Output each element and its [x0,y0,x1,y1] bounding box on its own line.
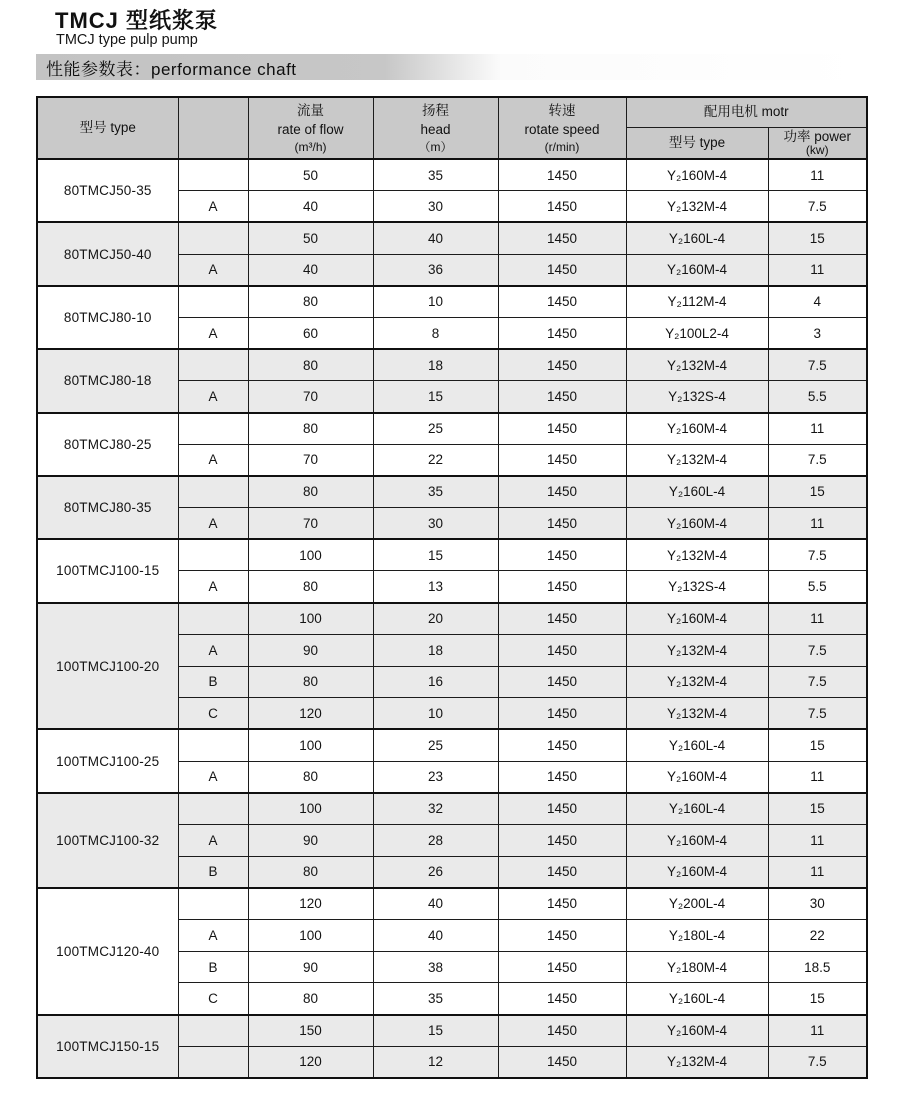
table-row [37,222,867,254]
speed-cell: 1450 [498,571,626,603]
flow-cell: 70 [248,444,373,476]
motor-cell: Y₂132M-4 [626,191,768,223]
variant-cell [178,349,248,381]
pump-type-cell: 80TMCJ50-40 [37,222,178,285]
speed-cell: 1450 [498,413,626,445]
variant-cell: B [178,951,248,983]
power-cell: 4 [768,286,867,318]
speed-cell: 1450 [498,634,626,666]
power-cell: 11 [768,856,867,888]
flow-cell: 60 [248,317,373,349]
flow-cell: 80 [248,349,373,381]
power-cell: 7.5 [768,1046,867,1078]
motor-cell: Y₂132M-4 [626,349,768,381]
variant-cell: B [178,856,248,888]
table-row [37,476,867,508]
section-header-bar [36,54,866,80]
motor-cell: Y₂112M-4 [626,286,768,318]
table-row [37,793,867,825]
power-cell: 7.5 [768,698,867,730]
head-cell: 18 [373,349,498,381]
flow-cell: 40 [248,191,373,223]
flow-cell: 90 [248,824,373,856]
power-cell: 7.5 [768,634,867,666]
variant-cell: A [178,254,248,286]
header-variant [178,97,248,159]
flow-cell: 150 [248,1015,373,1047]
table-body [37,159,867,1078]
speed-cell: 1450 [498,888,626,920]
head-cell: 15 [373,1015,498,1047]
head-cell: 23 [373,761,498,793]
head-cell: 28 [373,824,498,856]
pump-type-cell: 100TMCJ100-32 [37,793,178,888]
table-row [37,539,867,571]
head-cell: 10 [373,286,498,318]
table-row [37,729,867,761]
head-cell: 26 [373,856,498,888]
power-cell: 11 [768,159,867,191]
flow-cell: 120 [248,698,373,730]
motor-cell: Y₂180M-4 [626,951,768,983]
motor-cell: Y₂100L2-4 [626,317,768,349]
motor-cell: Y₂132M-4 [626,666,768,698]
head-cell: 10 [373,698,498,730]
header-speed: 转速 rotate speed (r/min) [498,97,626,159]
variant-cell [178,793,248,825]
power-cell: 15 [768,983,867,1015]
power-cell: 5.5 [768,381,867,413]
motor-cell: Y₂160L-4 [626,983,768,1015]
speed-cell: 1450 [498,856,626,888]
motor-cell: Y₂160M-4 [626,159,768,191]
flow-cell: 70 [248,381,373,413]
head-cell: 20 [373,603,498,635]
flow-cell: 80 [248,761,373,793]
pump-type-cell: 100TMCJ150-15 [37,1015,178,1078]
flow-cell: 90 [248,634,373,666]
flow-cell: 100 [248,920,373,952]
header-row-1 [37,97,867,127]
power-cell: 11 [768,1015,867,1047]
motor-cell: Y₂132M-4 [626,698,768,730]
head-cell: 40 [373,888,498,920]
flow-cell: 120 [248,888,373,920]
motor-cell: Y₂160M-4 [626,761,768,793]
speed-cell: 1450 [498,1046,626,1078]
power-cell: 15 [768,729,867,761]
motor-cell: Y₂160L-4 [626,222,768,254]
speed-cell: 1450 [498,603,626,635]
variant-cell: A [178,634,248,666]
pump-type-cell: 80TMCJ80-35 [37,476,178,539]
head-cell: 25 [373,413,498,445]
power-cell: 11 [768,761,867,793]
motor-cell: Y₂132M-4 [626,539,768,571]
power-cell: 11 [768,508,867,540]
motor-cell: Y₂160M-4 [626,1015,768,1047]
performance-table [36,96,868,1079]
variant-cell [178,539,248,571]
motor-cell: Y₂160M-4 [626,856,768,888]
variant-cell: A [178,571,248,603]
table-row [37,888,867,920]
flow-cell: 100 [248,729,373,761]
motor-cell: Y₂160L-4 [626,476,768,508]
head-cell: 18 [373,634,498,666]
speed-cell: 1450 [498,920,626,952]
flow-cell: 90 [248,951,373,983]
flow-cell: 120 [248,1046,373,1078]
speed-cell: 1450 [498,1015,626,1047]
head-cell: 22 [373,444,498,476]
head-cell: 35 [373,159,498,191]
flow-cell: 80 [248,413,373,445]
flow-cell: 80 [248,571,373,603]
motor-cell: Y₂160L-4 [626,729,768,761]
variant-cell [178,603,248,635]
head-cell: 15 [373,381,498,413]
variant-cell: A [178,381,248,413]
head-cell: 38 [373,951,498,983]
table-row [37,349,867,381]
motor-cell: Y₂160M-4 [626,413,768,445]
variant-cell [178,1015,248,1047]
head-cell: 40 [373,920,498,952]
flow-cell: 100 [248,793,373,825]
power-cell: 11 [768,413,867,445]
speed-cell: 1450 [498,476,626,508]
motor-cell: Y₂132M-4 [626,444,768,476]
power-cell: 15 [768,793,867,825]
flow-cell: 80 [248,983,373,1015]
speed-cell: 1450 [498,729,626,761]
head-cell: 32 [373,793,498,825]
power-cell: 7.5 [768,444,867,476]
head-cell: 25 [373,729,498,761]
variant-cell [178,413,248,445]
head-cell: 30 [373,191,498,223]
page-title: TMCJ 型纸浆泵 [55,8,219,33]
motor-cell: Y₂160L-4 [626,793,768,825]
head-cell: 15 [373,539,498,571]
flow-cell: 50 [248,159,373,191]
variant-cell: A [178,761,248,793]
head-cell: 12 [373,1046,498,1078]
variant-cell: A [178,444,248,476]
table-row [37,1015,867,1047]
speed-cell: 1450 [498,824,626,856]
power-cell: 11 [768,254,867,286]
pump-type-cell: 80TMCJ80-10 [37,286,178,349]
head-cell: 40 [373,222,498,254]
variant-cell: B [178,666,248,698]
speed-cell: 1450 [498,793,626,825]
speed-cell: 1450 [498,983,626,1015]
power-cell: 30 [768,888,867,920]
power-cell: 7.5 [768,191,867,223]
table-row [37,286,867,318]
motor-cell: Y₂200L-4 [626,888,768,920]
flow-cell: 100 [248,539,373,571]
table-row [37,603,867,635]
power-cell: 15 [768,222,867,254]
header-motor-group: 配用电机 motr [626,97,867,127]
variant-cell [178,1046,248,1078]
speed-cell: 1450 [498,254,626,286]
motor-cell: Y₂132S-4 [626,571,768,603]
flow-cell: 70 [248,508,373,540]
variant-cell: A [178,508,248,540]
pump-type-cell: 80TMCJ80-18 [37,349,178,412]
variant-cell: A [178,191,248,223]
variant-cell [178,476,248,508]
pump-type-cell: 100TMCJ100-15 [37,539,178,602]
pump-type-cell: 100TMCJ100-20 [37,603,178,730]
power-cell: 11 [768,824,867,856]
motor-cell: Y₂160M-4 [626,254,768,286]
pump-type-cell: 80TMCJ80-25 [37,413,178,476]
speed-cell: 1450 [498,317,626,349]
motor-cell: Y₂180L-4 [626,920,768,952]
motor-cell: Y₂132S-4 [626,381,768,413]
head-cell: 36 [373,254,498,286]
head-cell: 8 [373,317,498,349]
page-subtitle: TMCJ type pulp pump [56,32,198,48]
speed-cell: 1450 [498,444,626,476]
speed-cell: 1450 [498,951,626,983]
flow-cell: 40 [248,254,373,286]
variant-cell [178,729,248,761]
flow-cell: 50 [248,222,373,254]
header-motor-power: 功率 power (kw) [768,127,867,159]
power-cell: 11 [768,603,867,635]
power-cell: 18.5 [768,951,867,983]
variant-cell [178,222,248,254]
motor-cell: Y₂160M-4 [626,508,768,540]
head-cell: 13 [373,571,498,603]
header-pump-type: 型号 type [37,97,178,159]
power-cell: 22 [768,920,867,952]
speed-cell: 1450 [498,159,626,191]
head-cell: 35 [373,476,498,508]
speed-cell: 1450 [498,381,626,413]
pump-type-cell: 100TMCJ120-40 [37,888,178,1015]
speed-cell: 1450 [498,349,626,381]
section-header-label: 性能参数表：performance chaft [46,59,297,79]
power-cell: 3 [768,317,867,349]
flow-cell: 80 [248,476,373,508]
speed-cell: 1450 [498,761,626,793]
table-header [37,97,867,159]
flow-cell: 100 [248,603,373,635]
power-cell: 7.5 [768,349,867,381]
flow-cell: 80 [248,666,373,698]
speed-cell: 1450 [498,698,626,730]
speed-cell: 1450 [498,286,626,318]
speed-cell: 1450 [498,191,626,223]
variant-cell: A [178,317,248,349]
variant-cell: A [178,824,248,856]
variant-cell [178,888,248,920]
variant-cell [178,286,248,318]
flow-cell: 80 [248,286,373,318]
speed-cell: 1450 [498,666,626,698]
motor-cell: Y₂132M-4 [626,1046,768,1078]
header-flow: 流量 rate of flow (m³/h) [248,97,373,159]
variant-cell: C [178,983,248,1015]
motor-cell: Y₂160M-4 [626,824,768,856]
head-cell: 30 [373,508,498,540]
header-motor-type: 型号 type [626,127,768,159]
variant-cell: C [178,698,248,730]
variant-cell [178,159,248,191]
variant-cell: A [178,920,248,952]
pump-type-cell: 100TMCJ100-25 [37,729,178,792]
power-cell: 15 [768,476,867,508]
power-cell: 5.5 [768,571,867,603]
head-cell: 16 [373,666,498,698]
table-row [37,159,867,191]
table-row [37,413,867,445]
speed-cell: 1450 [498,539,626,571]
pump-type-cell: 80TMCJ50-35 [37,159,178,222]
flow-cell: 80 [248,856,373,888]
power-cell: 7.5 [768,666,867,698]
speed-cell: 1450 [498,222,626,254]
power-cell: 7.5 [768,539,867,571]
header-head: 扬程 head （m） [373,97,498,159]
head-cell: 35 [373,983,498,1015]
motor-cell: Y₂132M-4 [626,634,768,666]
motor-cell: Y₂160M-4 [626,603,768,635]
speed-cell: 1450 [498,508,626,540]
